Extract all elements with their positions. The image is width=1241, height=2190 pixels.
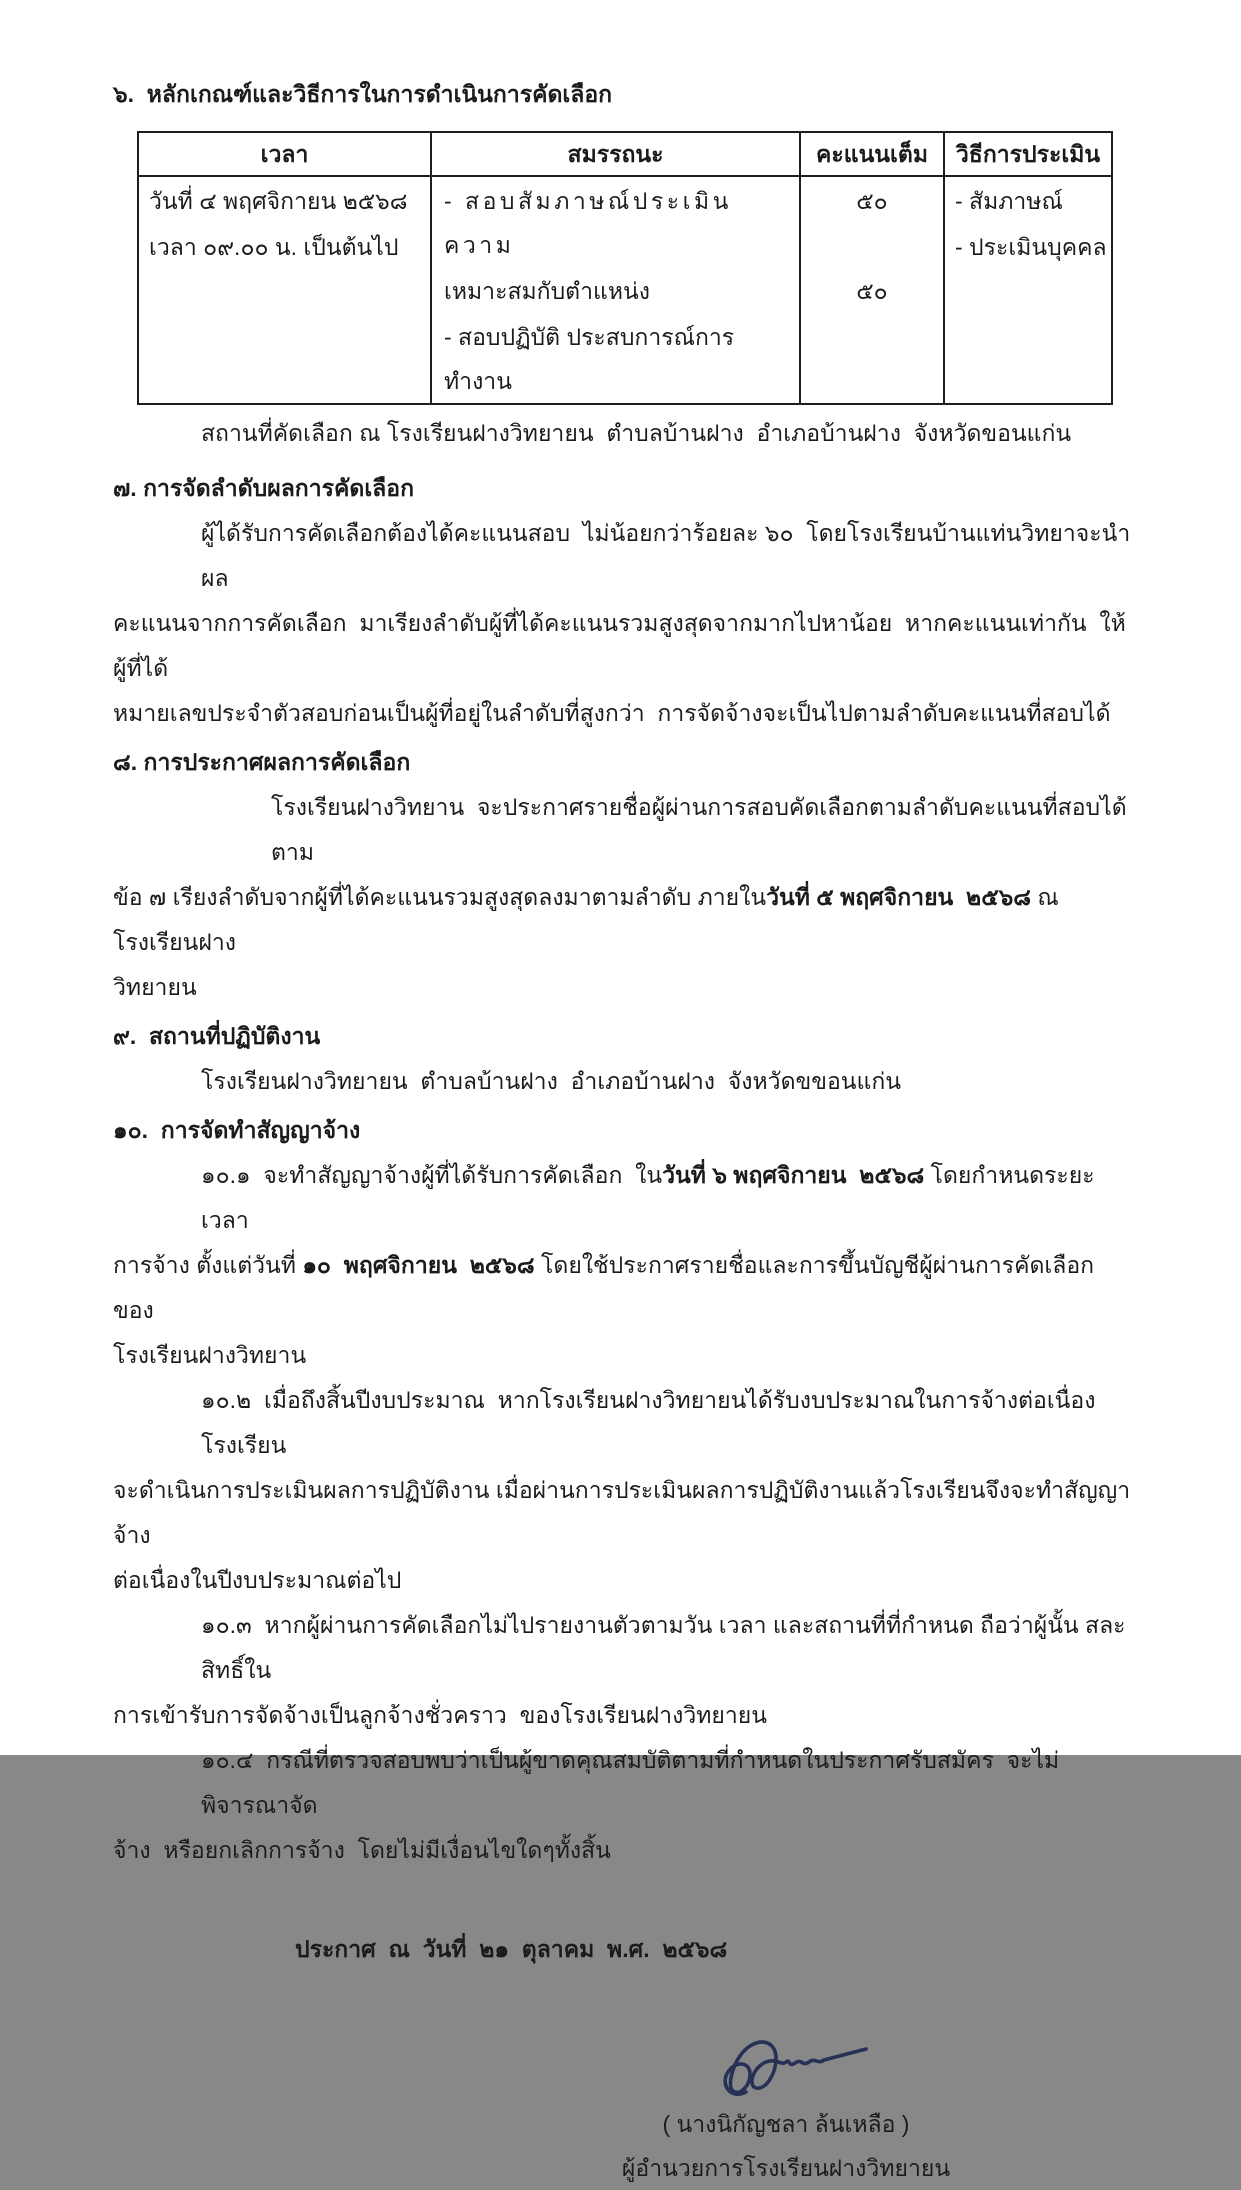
selection-location-note: สถานที่คัดเลือก ณ โรงเรียนฝางวิทยายน ตำบลบ้านฝาง อำเภอบ้านฝาง จังหวัดขอนแก่น [201, 420, 1072, 446]
section10-heading: ๑๐. การจัดทำสัญญาจ้าง [113, 1117, 361, 1143]
section10-item1-line [113, 1153, 1133, 1243]
section7-paragraph-line: หมายเลขประจำตัวสอบก่อนเป็นผู้ที่อยู่ในลำดับที่สูงกว่า การจัดจ้างจะเป็นไปตามลำดับคะแนนที่สอบได้ [113, 700, 1111, 726]
score-value: ๕๐ [856, 278, 888, 304]
section8-line2-text: ข้อ ๗ เรียงลำดับจากผู้ที่ได้คะแนนรวมสูงสุดลงมาตามลำดับ ภายใน [113, 884, 767, 910]
handwritten-signature [716, 2022, 906, 2108]
item1-line1-text: โดยกำหนดระยะเวลา [201, 1162, 1095, 1233]
column-header-competency: สมรรถนะ [431, 132, 800, 176]
score-spacer [801, 223, 943, 267]
item1-line2-text: การจ้าง ตั้งแต่วันที่ [113, 1252, 303, 1278]
section10-item2-line: ต่อเนื่องในปีงบประมาณต่อไป [113, 1567, 402, 1593]
contract-date-bold: วันที่ ๖ พฤศจิกายน ๒๕๖๘ [662, 1162, 925, 1188]
competency-line: - สอบปฏิบัติ ประสบการณ์การทำงาน [444, 324, 735, 394]
section8-paragraph-line: วิทยายน [113, 974, 197, 1000]
section9-heading: ๙. สถานที่ปฏิบัติงาน [113, 1023, 321, 1049]
time-line: วันที่ ๔ พฤศจิกายน ๒๕๖๘ [149, 188, 408, 214]
time-line: เวลา ๐๙.๐๐ น. เป็นต้นไป [149, 234, 399, 260]
announcement-date-line: ประกาศ ณ วันที่ ๒๑ ตุลาคม พ.ศ. ๒๕๖๘ [295, 1936, 728, 1962]
section10-item2-line: ๑๐.๒ เมื่อถึงสิ้นปีงบประมาณ หากโรงเรียนฝางวิทยายนได้รับงบประมาณในการจ้างต่อเนื่อง โรงเรียน [201, 1387, 1109, 1458]
column-header-method: วิธีการประเมิน [944, 132, 1112, 176]
competency-line: - สอบสัมภาษณ์ประเมินความ [444, 188, 732, 258]
method-line: - สัมภาษณ์ [955, 188, 1063, 214]
score-value: ๕๐ [856, 188, 888, 214]
item1-line1-text: ๑๐.๑ จะทำสัญญาจ้างผู้ที่ได้รับการคัดเลือก ใน [201, 1162, 663, 1188]
section8-paragraph-line: โรงเรียนฝางวิทยาน จะประกาศรายชื่อผู้ผ่านการสอบคัดเลือกตามลำดับคะแนนที่สอบได้ ตาม [271, 794, 1140, 865]
section6-heading: ๖. หลักเกณฑ์และวิธีการในการดำเนินการคัดเลือก [113, 81, 613, 107]
section10-item2-line: จะดำเนินการประเมินผลการปฏิบัติงาน เมื่อผ่านการประเมินผลการปฏิบัติงานแล้วโรงเรียนจึงจะทำสัญญาจ้าง [113, 1477, 1131, 1548]
selection-criteria-table [137, 131, 1113, 405]
cell-full-score [800, 176, 944, 404]
section10-item4-line: จ้าง หรือยกเลิกการจ้าง โดยไม่มีเงื่อนไขใดๆทั้งสิ้น [113, 1837, 611, 1863]
section7-paragraph-line: ผู้ได้รับการคัดเลือกต้องได้คะแนนสอบ ไม่น้อยกว่าร้อยละ ๖๐ โดยโรงเรียนบ้านแท่นวิทยาจะนำผล [201, 520, 1131, 591]
method-line: - ประเมินบุคคล [955, 234, 1107, 260]
item1-line2-text: โดยใช้ประกาศรายชื่อและการขึ้นบัญชีผู้ผ่านการคัดเลือก ของ [113, 1252, 1107, 1323]
signer-name: ( นางนิกัญชลา ล้นเหลือ ) [662, 2111, 910, 2137]
column-header-time: เวลา [138, 132, 431, 176]
signer-title: ผู้อำนวยการโรงเรียนฝางวิทยายน [621, 2155, 951, 2181]
employment-start-date-bold: ๑๐ พฤศจิกายน ๒๕๖๘ [302, 1252, 535, 1278]
signature-block [556, 2022, 1016, 2190]
section7-heading: ๗. การจัดลำดับผลการคัดเลือก [113, 475, 415, 501]
cell-competency [431, 176, 800, 404]
section10-item3-line: ๑๐.๓ หากผู้ผ่านการคัดเลือกไม่ไปรายงานตัวตามวัน เวลา และสถานที่ที่กำหนด ถือว่าผู้นั้น สละสิทธิ์ใน [201, 1612, 1126, 1683]
work-location-line: โรงเรียนฝางวิทยายน ตำบลบ้านฝาง อำเภอบ้านฝาง จังหวัดขขอนแก่น [201, 1068, 901, 1094]
section10-item4-line: ๑๐.๔ กรณีที่ตรวจสอบพบว่าเป็นผู้ขาดคุณสมบัติตามที่กำหนดในประกาศรับสมัคร จะไม่พิจารณาจัด [201, 1747, 1060, 1818]
section8-paragraph-line [113, 875, 1133, 965]
table-header-row [138, 132, 1112, 176]
cell-time [138, 176, 431, 404]
section10-item1-line: โรงเรียนฝางวิทยาน [113, 1342, 307, 1368]
announcement-date-bold: วันที่ ๕ พฤศจิกายน ๒๕๖๘ [766, 884, 1031, 910]
table-row [138, 176, 1112, 404]
competency-line: เหมาะสมกับตำแหน่ง [444, 278, 650, 304]
section10-item1-line [113, 1243, 1133, 1333]
section7-paragraph-line: คะแนนจากการคัดเลือก มาเรียงลำดับผู้ที่ได้คะแนนรวมสูงสุดจากมากไปหาน้อย หากคะแนนเท่ากัน ให้ผู้ที่ได้ [113, 610, 1126, 681]
section10-item3-line: การเข้ารับการจัดจ้างเป็นลูกจ้างชั่วคราว ของโรงเรียนฝางวิทยายน [113, 1702, 767, 1728]
section8-heading: ๘. การประกาศผลการคัดเลือก [113, 749, 411, 775]
column-header-full-score: คะแนนเต็ม [800, 132, 944, 176]
section8-line2-text: ณ โรงเรียนฝาง [113, 884, 1066, 955]
cell-method [944, 176, 1112, 404]
